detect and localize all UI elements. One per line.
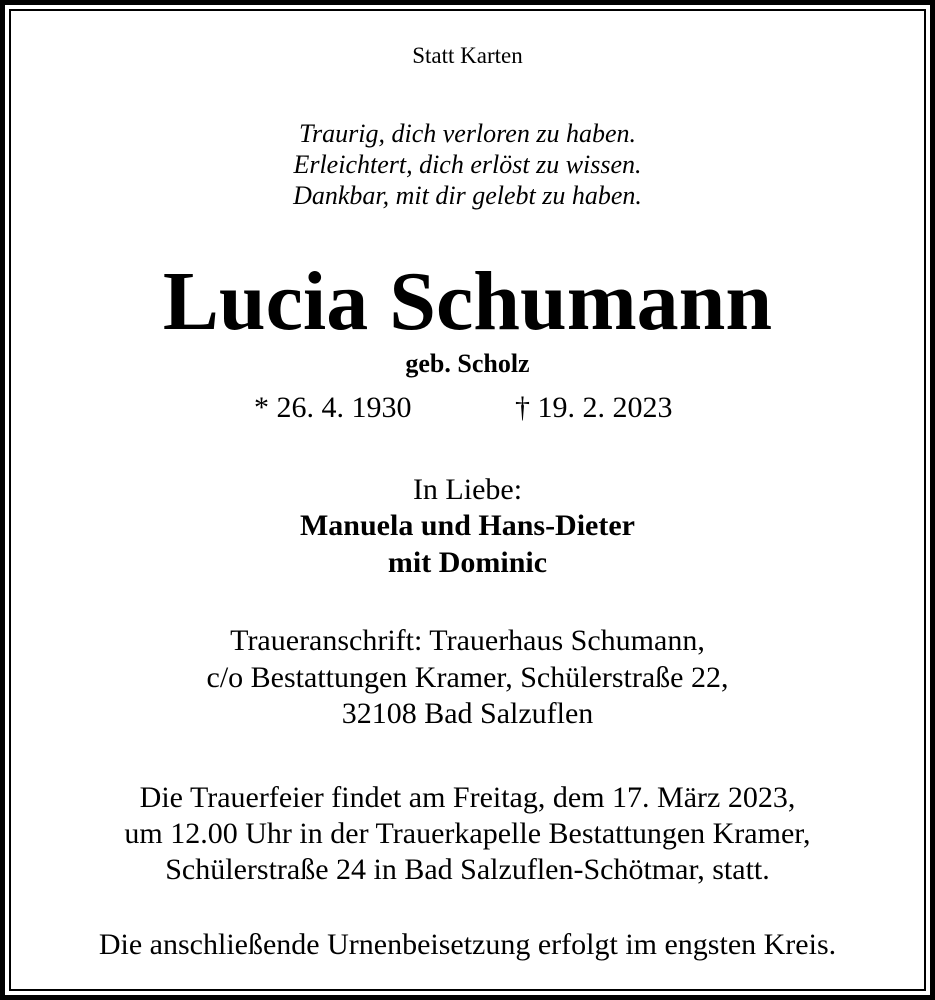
header-text: Statt Karten [412,43,523,68]
poem-line-3: Dankbar, mit dir gelebt zu haben. [293,181,642,210]
service-line-3: Schülerstraße 24 in Bad Salzuflen-Schötmar, statt. [165,853,770,886]
death-date: † 19. 2. 2023 [515,391,673,424]
poem-line-2: Erleichtert, dich erlöst zu wissen. [293,150,642,179]
family-line-1: Manuela und Hans-Dieter [299,509,635,542]
address-line-1: Traueranschrift: Trauerhaus Schumann, [230,624,705,657]
deceased-name: Lucia Schumann [162,255,773,348]
poem-line-1: Traurig, dich verloren zu haben. [298,119,637,148]
family-line-2: mit Dominic [387,546,548,579]
address-line-3: 32108 Bad Salzuflen [341,697,594,730]
maiden-name: geb. Scholz [405,349,530,378]
service-line-1: Die Trauerfeier findet am Freitag, dem 17. März 2023, [139,781,796,814]
birth-date: * 26. 4. 1930 [254,391,412,424]
love-label: In Liebe: [412,473,523,506]
service-line-2: um 12.00 Uhr in der Trauerkapelle Bestattungen Kramer, [124,817,811,850]
urn-note: Die anschließende Urnenbeisetzung erfolgt im engsten Kreis. [98,928,837,961]
address-line-2: c/o Bestattungen Kramer, Schülerstraße 22, [206,661,729,694]
